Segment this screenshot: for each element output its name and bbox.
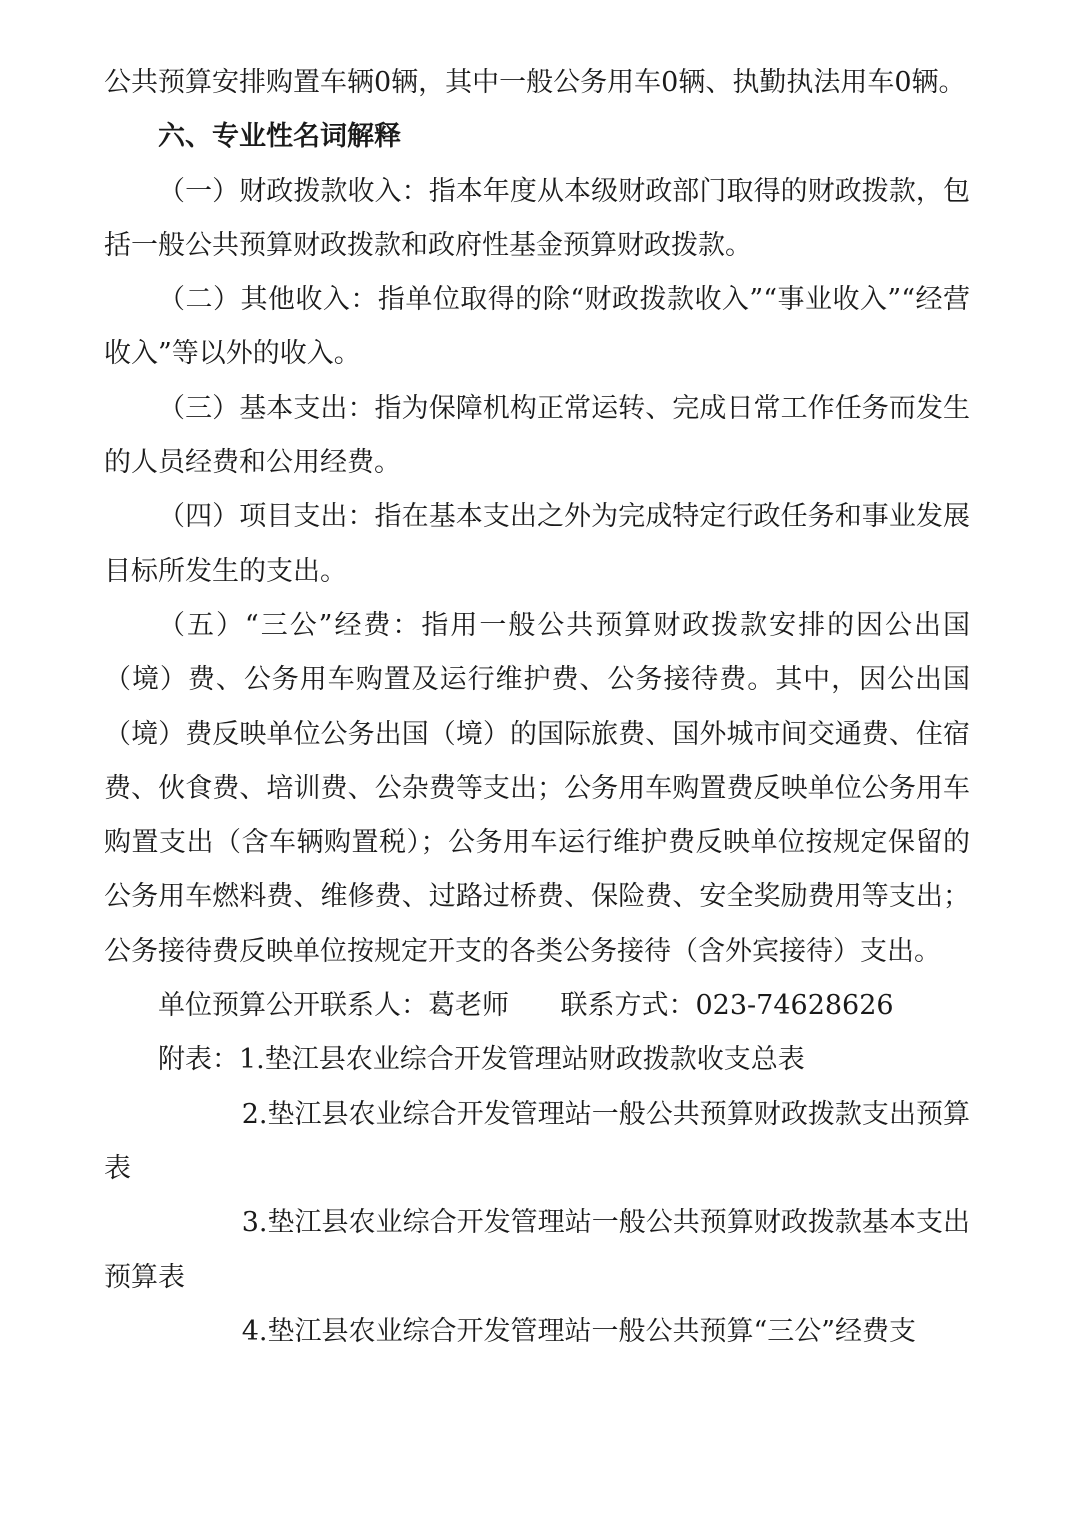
contact-phone: 023-74628626 [695,990,894,1022]
term-three-public-expenses: （五）“三公”经费：指用一般公共预算财政拨款安排的因公出国（境）费、公务用车购置及运行维护费、公务接待费。其中，因公出国（境）费反映单位公务出国（境）的国际旅费、国外城市间交通费、住宿费、伙食费、培训费、公杂费等支出；公务用车购置费反映单位公务用车购置支出（含车辆购置税）；公务用车运行维护费反映单位按规定保留的公务用车燃料费、维修费、过路过桥费、保险费、安全奖励费用等支出；公务接待费反映单位按规定开支的各类公务接待（含外宾接待）支出。 [104,609,970,967]
term-basic-expenditure: （三）基本支出：指为保障机构正常运转、完成日常工作任务而发生的人员经费和公用经费。 [104,392,970,479]
section-heading-terms: 六、专业性名词解释 [158,121,401,153]
contact-line [104,979,970,1033]
appendix-item: 1.垫江县农业综合开发管理站财政拨款收支总表 [239,1044,805,1076]
contact-method-label: 联系方式： [560,990,696,1022]
appendix-label: 附表： [158,1044,239,1076]
appendix-line-1 [104,1033,970,1087]
vehicles-paragraph-continuation: 公共预算安排购置车辆0辆，其中一般公务用车0辆、执勤执法用车0辆。 [104,67,966,98]
document-page [104,56,970,1359]
contact-person: 葛老师 [428,990,509,1022]
contact-person-label: 单位预算公开联系人： [158,990,428,1022]
term-other-income: （二）其他收入：指单位取得的除“财政拨款收入”“事业收入”“经营收入”等以外的收入。 [104,284,970,370]
appendix-item: 3.垫江县农业综合开发管理站一般公共预算财政拨款基本支出预算表 [104,1207,970,1293]
appendix-item: 2.垫江县农业综合开发管理站一般公共预算财政拨款支出预算表 [104,1098,970,1184]
appendix-item: 4.垫江县农业综合开发管理站一般公共预算“三公”经费支 [241,1315,917,1347]
term-fiscal-appropriation-income: （一）财政拨款收入：指本年度从本级财政部门取得的财政拨款，包括一般公共预算财政拨款和政府性基金预算财政拨款。 [104,175,970,261]
term-project-expenditure: （四）项目支出：指在基本支出之外为完成特定行政任务和事业发展目标所发生的支出。 [104,501,970,587]
